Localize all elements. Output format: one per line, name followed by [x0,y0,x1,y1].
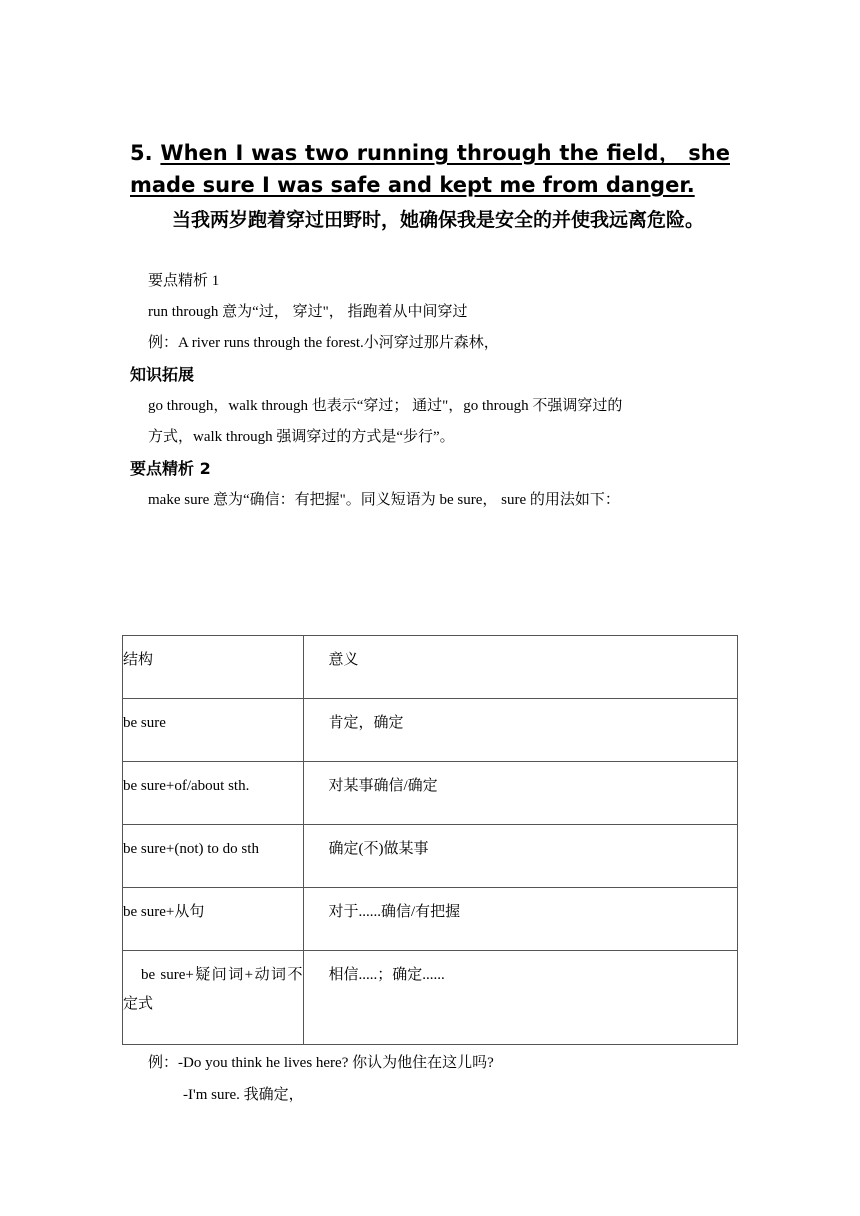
meaning-cell: 对于......确信/有把握 [303,888,737,951]
sentence-number: 5. [130,141,153,165]
header-meaning: 意义 [303,636,737,699]
example-line1: 例：-Do you think he lives here? 你认为他住在这儿吗? [148,1055,494,1071]
point2-title: 要点精析 2 [130,459,211,478]
structure-cell: be sure+疑问词+动词不定式 [123,951,304,1045]
point1-explanation: run through 意为“过， 穿过"， 指跑着从中间穿过 [148,304,468,320]
structure-cell: be sure+从句 [123,888,304,951]
extension-title: 知识拓展 [130,365,195,384]
meaning-cell: 确定(不)做某事 [303,825,737,888]
meaning-cell: 相信.....；确定...... [303,951,737,1045]
table-row [123,699,738,762]
point1-title: 要点精析 1 [148,273,220,289]
extension-line1: go through，walk through 也表示“穿过； 通过"，go through 不强调穿过的 [148,398,623,414]
table-row [123,888,738,951]
sentence-heading-chinese: 当我两岁跑着穿过田野时，她确保我是安全的并使我远离危险。 [172,209,705,231]
header-structure: 结构 [123,636,304,699]
point2-explanation: make sure 意为“确信：有把握"。同义短语为 be sure， sure 的用法如下： [148,492,620,508]
table-row [123,951,738,1045]
structure-cell: be sure [123,699,304,762]
table-row [123,825,738,888]
meaning-cell: 肯定，确定 [303,699,737,762]
structure-cell: be sure+(not) to do sth [123,825,304,888]
sentence-heading-english [130,137,730,201]
sure-usage-table [122,635,738,1045]
table-row [123,762,738,825]
extension-line2: 方式，walk through 强调穿过的方式是“步行”。 [148,429,455,445]
meaning-cell: 对某事确信/确定 [303,762,737,825]
structure-cell: be sure+of/about sth. [123,762,304,825]
example-line2: -I'm sure. 我确定， [183,1087,304,1103]
sentence-english-text: When I was two running through the field， she made sure I was safe and kept me from danger. [130,141,730,197]
point1-example: 例：A river runs through the forest.小河穿过那片森林， [148,335,499,351]
table-header-row [123,636,738,699]
